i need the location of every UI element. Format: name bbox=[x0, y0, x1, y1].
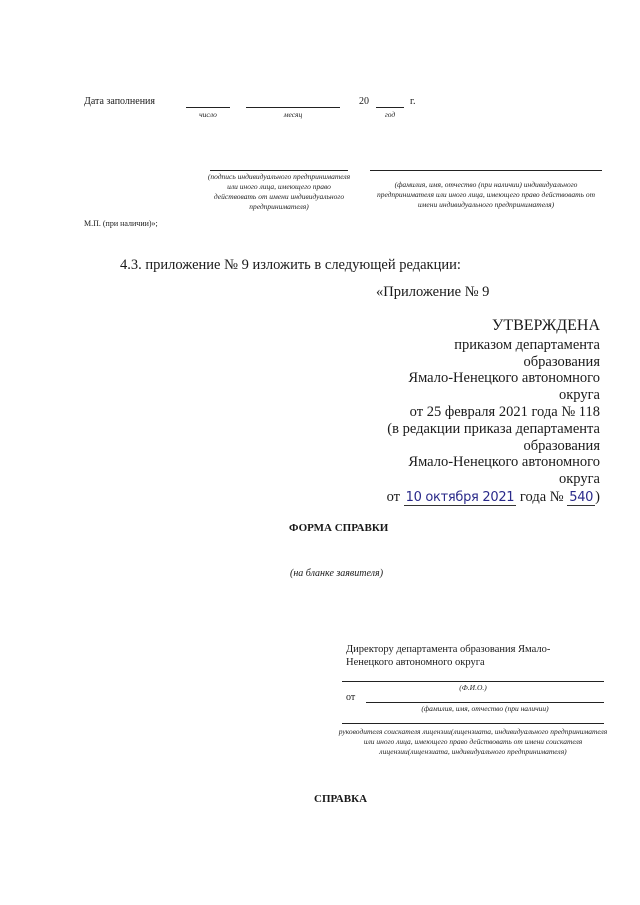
year-number-word: года № bbox=[519, 488, 564, 505]
from-line bbox=[366, 702, 604, 703]
century-text: 20 bbox=[359, 96, 369, 107]
approval-line-8: образования bbox=[523, 437, 600, 454]
caption-fio: (Ф.И.О.) bbox=[459, 683, 487, 692]
approval-block bbox=[387, 318, 600, 507]
from-prefix: от bbox=[386, 488, 400, 505]
caption-day: число bbox=[199, 110, 217, 119]
caption-fullname: (фамилия, имя, отчество (при наличии) bbox=[421, 704, 549, 713]
fio-line bbox=[342, 681, 604, 682]
approval-line-9: Ямало-Ненецкого автономного bbox=[408, 454, 600, 471]
handwritten-number: 540 bbox=[569, 489, 594, 505]
addressee-line-2: Ненецкого автономного округа bbox=[346, 657, 485, 668]
caption-month: месяц bbox=[283, 110, 303, 119]
approval-line-5: округа bbox=[559, 387, 600, 404]
appendix-heading: «Приложение № 9 bbox=[376, 284, 490, 300]
signature-line bbox=[210, 170, 348, 171]
stamp-label: М.П. (при наличии)»; bbox=[84, 219, 158, 228]
name-line bbox=[370, 170, 602, 171]
approval-line-2: приказом департамента bbox=[454, 336, 600, 353]
day-field-line bbox=[186, 107, 230, 108]
closing-paren: ) bbox=[595, 488, 600, 505]
role-line bbox=[342, 723, 604, 724]
from-label: от bbox=[346, 692, 356, 703]
approval-line-1: УТВЕРЖДЕНА bbox=[491, 317, 600, 334]
approval-line-10: округа bbox=[559, 471, 600, 488]
certificate-title: СПРАВКА bbox=[314, 793, 368, 805]
approval-line-4: Ямало-Ненецкого автономного bbox=[408, 370, 600, 387]
caption-role: руководителя соискателя лицензии(лицензиата, индивидуального предпринимателя или иного лица, имеющего право действовать от имени соискателя лицензии(лицензиата, индивидуального предпринимателя) bbox=[338, 727, 608, 756]
letterhead-note: (на бланке заявителя) bbox=[290, 568, 384, 579]
approval-line-3: образования bbox=[523, 353, 600, 370]
caption-year: год bbox=[384, 110, 396, 119]
year-suffix: г. bbox=[410, 96, 416, 107]
date-label: Дата заполнения bbox=[84, 96, 155, 107]
year-field-line bbox=[376, 107, 404, 108]
amendment-text: 4.3. приложение № 9 изложить в следующей редакции: bbox=[120, 257, 461, 273]
form-title: ФОРМА СПРАВКИ bbox=[289, 522, 389, 534]
approval-line-6: от 25 февраля 2021 года № 118 bbox=[409, 403, 600, 420]
month-field-line bbox=[246, 107, 340, 108]
addressee-line-1: Директору департамента образования Ямало- bbox=[346, 644, 551, 655]
approval-line-7: (в редакции приказа департамента bbox=[387, 420, 600, 437]
caption-name: (фамилия, имя, отчество (при наличии) индивидуального предпринимателя или иного лица, имеющего право действовать от имени индивидуального предпринимателя) bbox=[376, 180, 596, 209]
handwritten-date: 10 октября 2021 bbox=[405, 489, 515, 505]
caption-signature: (подпись индивидуального предпринимателя или иного лица, имеющего право действовать от имени индивидуального предпринимателя) bbox=[207, 172, 351, 211]
approval-amended-date bbox=[387, 489, 600, 507]
